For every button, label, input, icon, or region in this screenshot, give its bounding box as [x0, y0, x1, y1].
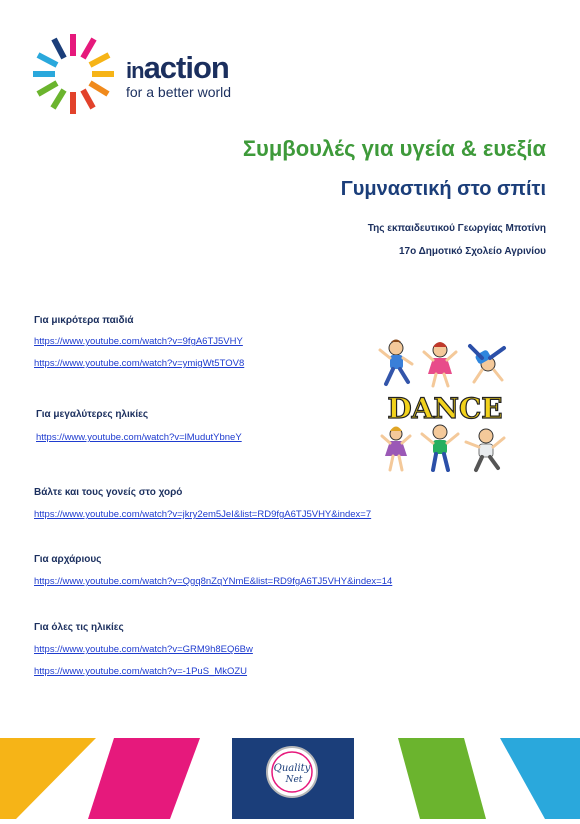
page-title: Συμβουλές για υγεία & ευεξία — [242, 136, 546, 161]
video-link[interactable]: https://www.youtube.com/watch?v=9fgA6TJ5VHY — [34, 336, 243, 347]
inaction-logo — [28, 28, 258, 118]
footer-stripes — [0, 738, 580, 819]
section-title-younger-kids: Για μικρότερα παιδιά — [34, 315, 134, 326]
video-link[interactable]: https://www.youtube.com/watch?v=-1PuS_MkOZU — [34, 666, 248, 677]
video-link[interactable]: https://www.youtube.com/watch?v=lMudutYbneY — [36, 432, 242, 443]
sunburst-logo-icon — [28, 28, 118, 118]
section-title-beginners: Για αρχάριους — [34, 554, 102, 565]
video-link[interactable]: https://www.youtube.com/watch?v=jkry2em5JeI&list=RD9fgA6TJ5VHY&index=7 — [34, 509, 372, 520]
logo-word-in: in — [126, 58, 144, 83]
dance-word: DANCE — [387, 392, 503, 425]
badge-text-net: Net — [285, 775, 303, 785]
qualitynet-badge — [267, 747, 317, 797]
teacher-credit: Της εκπαιδευτικού Γεωργίας Μποτίνη — [367, 223, 546, 234]
footer-stripe-blue — [500, 738, 580, 819]
school-name: 17ο Δημοτικό Σχολείο Αγρινίου — [398, 246, 546, 257]
section-title-parents-dance: Βάλτε και τους γονείς στο χορό — [34, 487, 183, 498]
page-subtitle: Γυμναστική στο σπίτι — [340, 178, 546, 200]
section-title-all-ages: Για όλες τις ηλικίες — [34, 622, 124, 633]
footer-stripe-green — [398, 738, 486, 819]
dancing-kids-icon — [378, 338, 512, 476]
logo-tagline: for a better world — [126, 84, 232, 100]
footer-stripe-magenta — [88, 738, 200, 819]
video-link[interactable]: https://www.youtube.com/watch?v=GRM9h8EQ6Bw — [34, 644, 253, 655]
dance-illustration — [378, 338, 512, 476]
footer-color-band — [0, 738, 580, 819]
video-link[interactable]: https://www.youtube.com/watch?v=Qgq8nZqYNmE&list=RD9fgA6TJ5VHY&index=14 — [34, 576, 393, 587]
logo-word-action: action — [143, 50, 229, 85]
footer-stripe-yellow — [0, 738, 96, 819]
badge-text-quality: Quality — [273, 763, 311, 774]
section-title-older-ages: Για μεγαλύτερες ηλικίες — [36, 409, 149, 420]
logo-wordmark — [126, 50, 229, 86]
video-link[interactable]: https://www.youtube.com/watch?v=ymigWt5TOV8 — [34, 358, 245, 369]
